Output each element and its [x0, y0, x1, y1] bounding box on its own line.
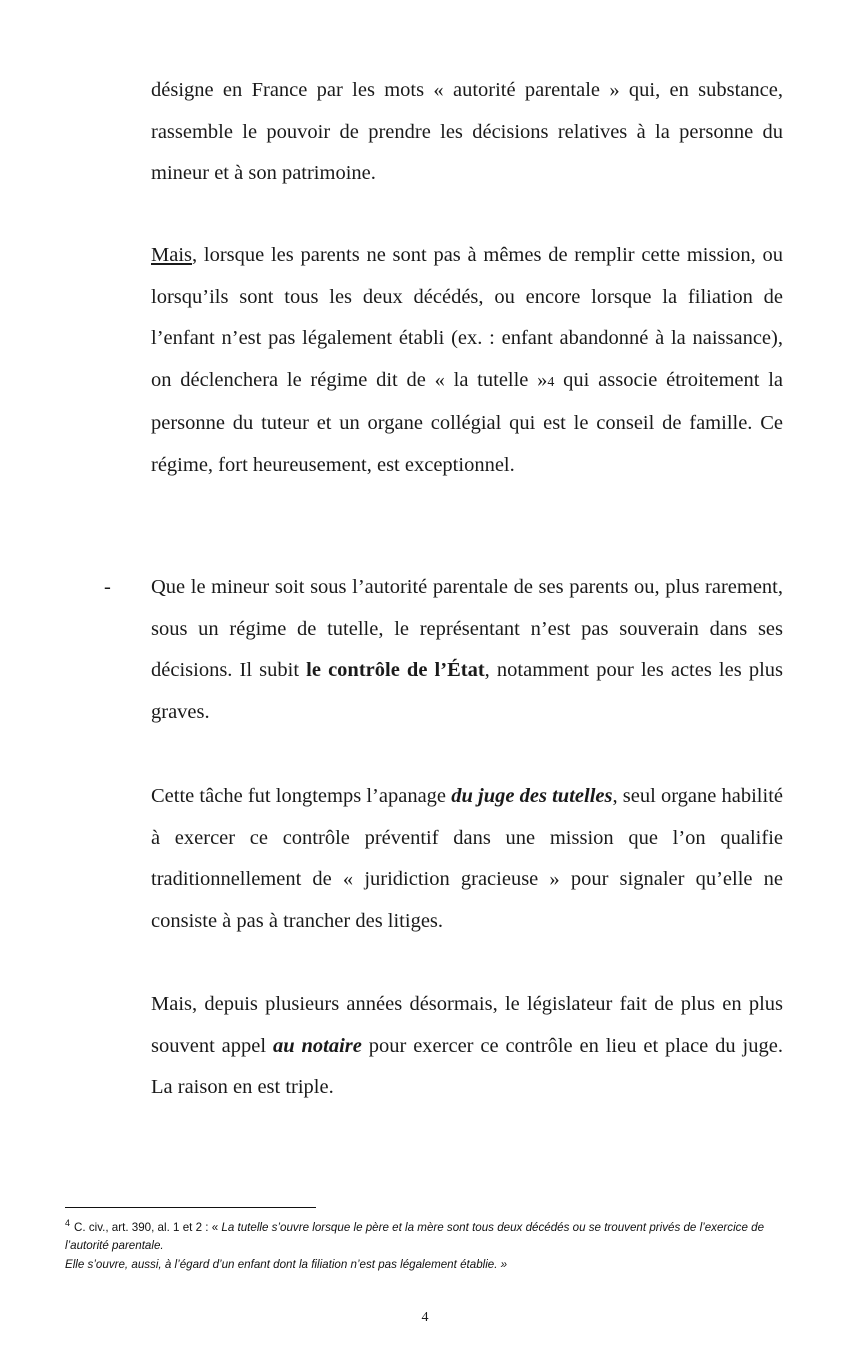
underlined-lead: Mais — [151, 244, 192, 266]
footnote-number: 4 — [65, 1218, 71, 1228]
bold-term: le contrôle de l’État — [306, 659, 485, 681]
paragraph-text: , lorsque les parents ne sont pas à mêmes de remplir cette mission, ou lorsqu’ils sont tous les deux décédés, ou encore lorsque la filiation de l’enfant n’est pas légalement établi (ex. : enfant abandonné à la naissance), on déclenchera le régime dit de « la tutelle » — [151, 244, 783, 391]
list-dash: - — [104, 576, 111, 598]
paragraph-text: Mais, depuis plusieurs années désormais, le législateur fait de plus en plus souvent appel — [151, 993, 783, 1057]
paragraph-text: , seul organe habilité à exercer ce contrôle préventif dans une mission que l’on qualifie traditionnellement de « juridiction gracieuse » pour signaler qu’elle ne consiste à pas à trancher des litiges. — [151, 785, 783, 932]
paragraph-text: Cette tâche fut longtemps l’apanage — [151, 785, 452, 807]
emphasized-term: du juge des tutelles — [451, 785, 613, 807]
paragraph-text: Que le mineur soit sous l’autorité parentale de ses parents ou, plus rarement, sous un régime de tutelle, le représentant n’est pas souverain dans ses décisions. Il subit — [151, 576, 783, 681]
footnote-citation: C. civ., art. 390, al. 1 et 2 : « — [74, 1221, 219, 1234]
paragraph-text: désigne en France par les mots « autorité parentale » qui, en substance, rassemble le pouvoir de prendre les décisions relatives à la personne du mineur et à son patrimoine. — [151, 79, 783, 184]
footnote-separator — [65, 1207, 316, 1208]
paragraph-controle-etat — [151, 567, 783, 733]
footnote — [65, 1214, 795, 1255]
paragraph-autorite-parentale — [151, 70, 783, 195]
emphasized-term: au notaire — [272, 1034, 362, 1057]
paragraph-text: , notamment pour les actes les plus graves. — [151, 659, 783, 723]
paragraph-notaire — [151, 984, 783, 1109]
paragraph-tutelle — [151, 235, 783, 486]
paragraph-text: pour exercer ce contrôle en lieu et place du juge. La raison en est triple. — [151, 1034, 783, 1098]
footnote-quote-line2: Elle s’ouvre, aussi, à l’égard d’un enfant dont la filiation n’est pas légalement établie. » — [65, 1258, 508, 1271]
footnote-quote-line1: La tutelle s’ouvre lorsque le père et la mère sont tous deux décédés ou se trouvent privés de l’exercice de l’autorité parentale. — [65, 1221, 765, 1252]
paragraph-text: qui associe étroitement la personne du tuteur et un organe collégial qui est le conseil de famille. Ce régime, fort heureusement, est exceptionnel. — [151, 368, 783, 476]
page-number: 4 — [421, 1310, 429, 1325]
paragraph-juge-des-tutelles — [151, 776, 783, 942]
footnote-reference[interactable]: 4 — [547, 374, 555, 390]
footnote-line2 — [65, 1256, 795, 1274]
